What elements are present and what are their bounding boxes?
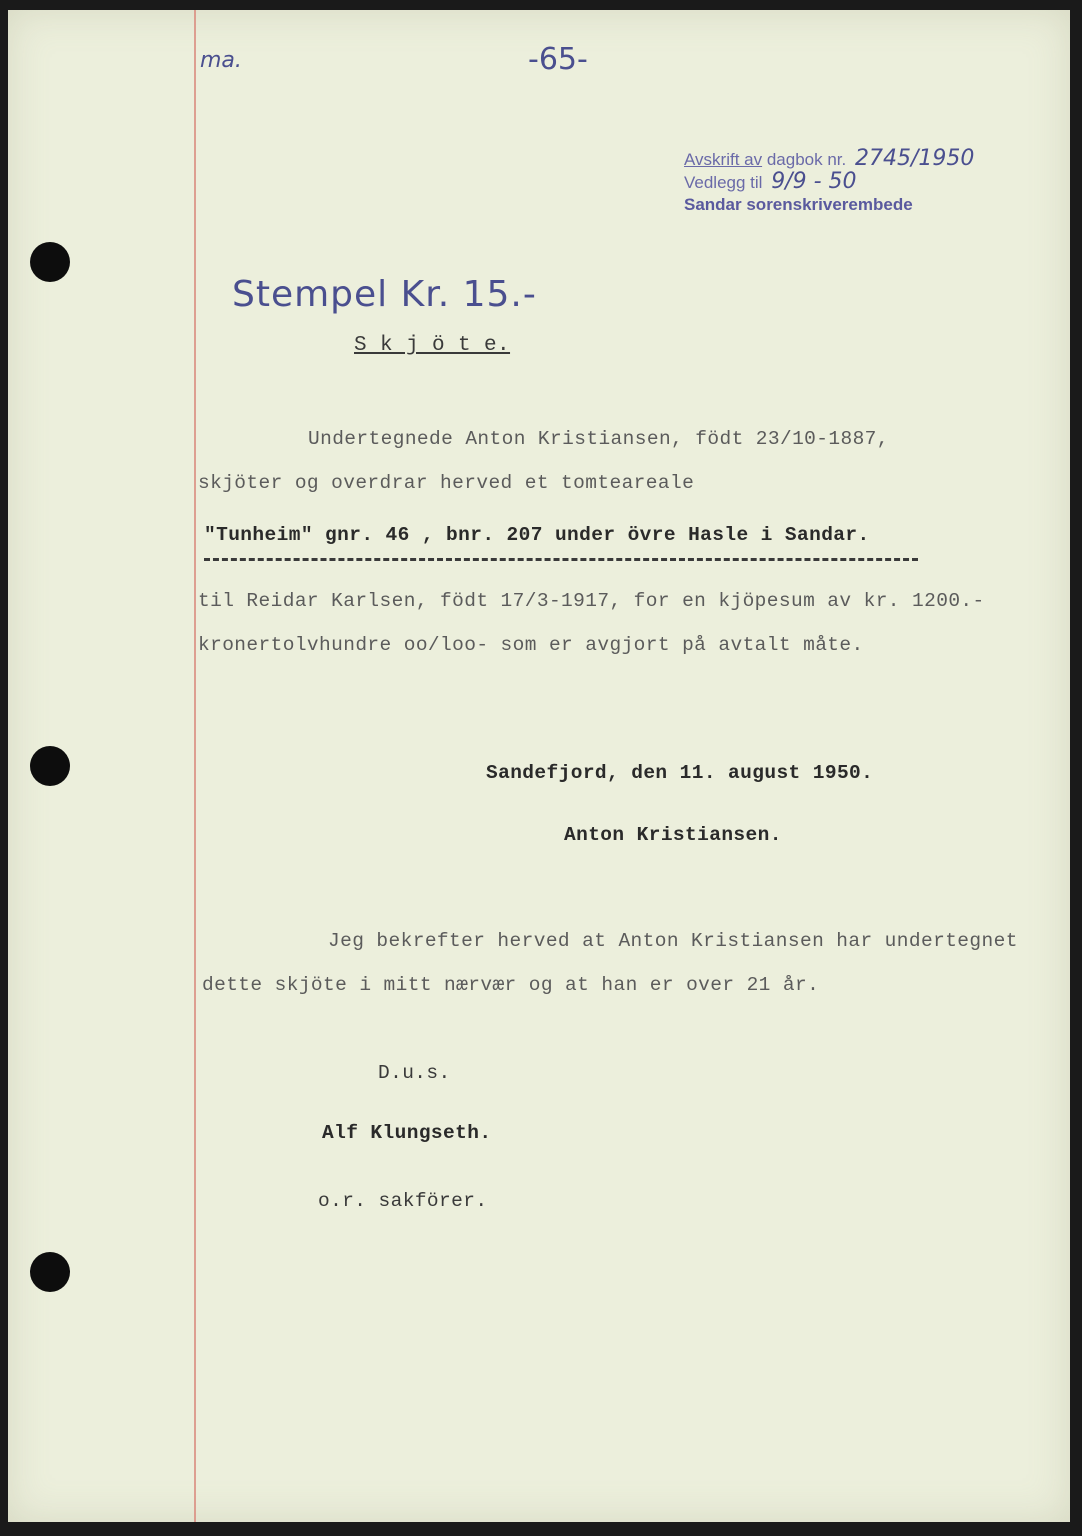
stamp-attachment-date: 9/9 - 50 [771, 169, 857, 194]
stamp-diary-number: 2745/1950 [854, 146, 975, 171]
document-heading: S k j ö t e. [354, 334, 511, 357]
punch-hole-bottom [30, 1252, 70, 1292]
paragraph-3-line-2: dette skjöte i mitt nærvær og at han er over 21 år. [202, 974, 820, 996]
witness-name: Alf Klungseth. [322, 1122, 492, 1144]
page-number: -65- [528, 42, 588, 77]
place-and-date: Sandefjord, den 11. august 1950. [486, 762, 874, 784]
paragraph-3-line-1: Jeg bekrefter herved at Anton Kristiansen har undertegnet [328, 930, 1018, 952]
punch-hole-middle [30, 746, 70, 786]
paragraph-2-line-1: til Reidar Karlsen, födt 17/3-1917, for en kjöpesum av kr. 1200.- [198, 590, 985, 612]
paragraph-1-line-1: Undertegnede Anton Kristiansen, födt 23/10-1887, [308, 428, 889, 450]
paragraph-2-line-2: kronertolvhundre oo/loo- som er avgjort på avtalt måte. [198, 634, 864, 656]
registry-stamp [684, 148, 974, 216]
dashed-rule [204, 558, 918, 561]
corner-mark: ma. [200, 48, 242, 73]
stamp-fee-note: Stempel Kr. 15.- [232, 274, 537, 315]
stamp-line1-print: Avskrift av [684, 150, 763, 169]
seller-signature: Anton Kristiansen. [564, 824, 782, 846]
property-line: "Tunheim" gnr. 46 , bnr. 207 under övre Hasle i Sandar. [204, 524, 870, 546]
stamp-line1-rest: dagbok nr. [766, 150, 847, 169]
stamp-office-name: Sandar sorenskriverembede [684, 195, 913, 214]
stamp-line2-print: Vedlegg til [684, 173, 763, 192]
dus-mark: D.u.s. [378, 1062, 451, 1084]
margin-line [194, 10, 196, 1522]
punch-hole-top [30, 242, 70, 282]
paragraph-1-line-2: skjöter og overdrar herved et tomteareale [198, 472, 695, 494]
witness-title: o.r. sakförer. [318, 1190, 488, 1212]
